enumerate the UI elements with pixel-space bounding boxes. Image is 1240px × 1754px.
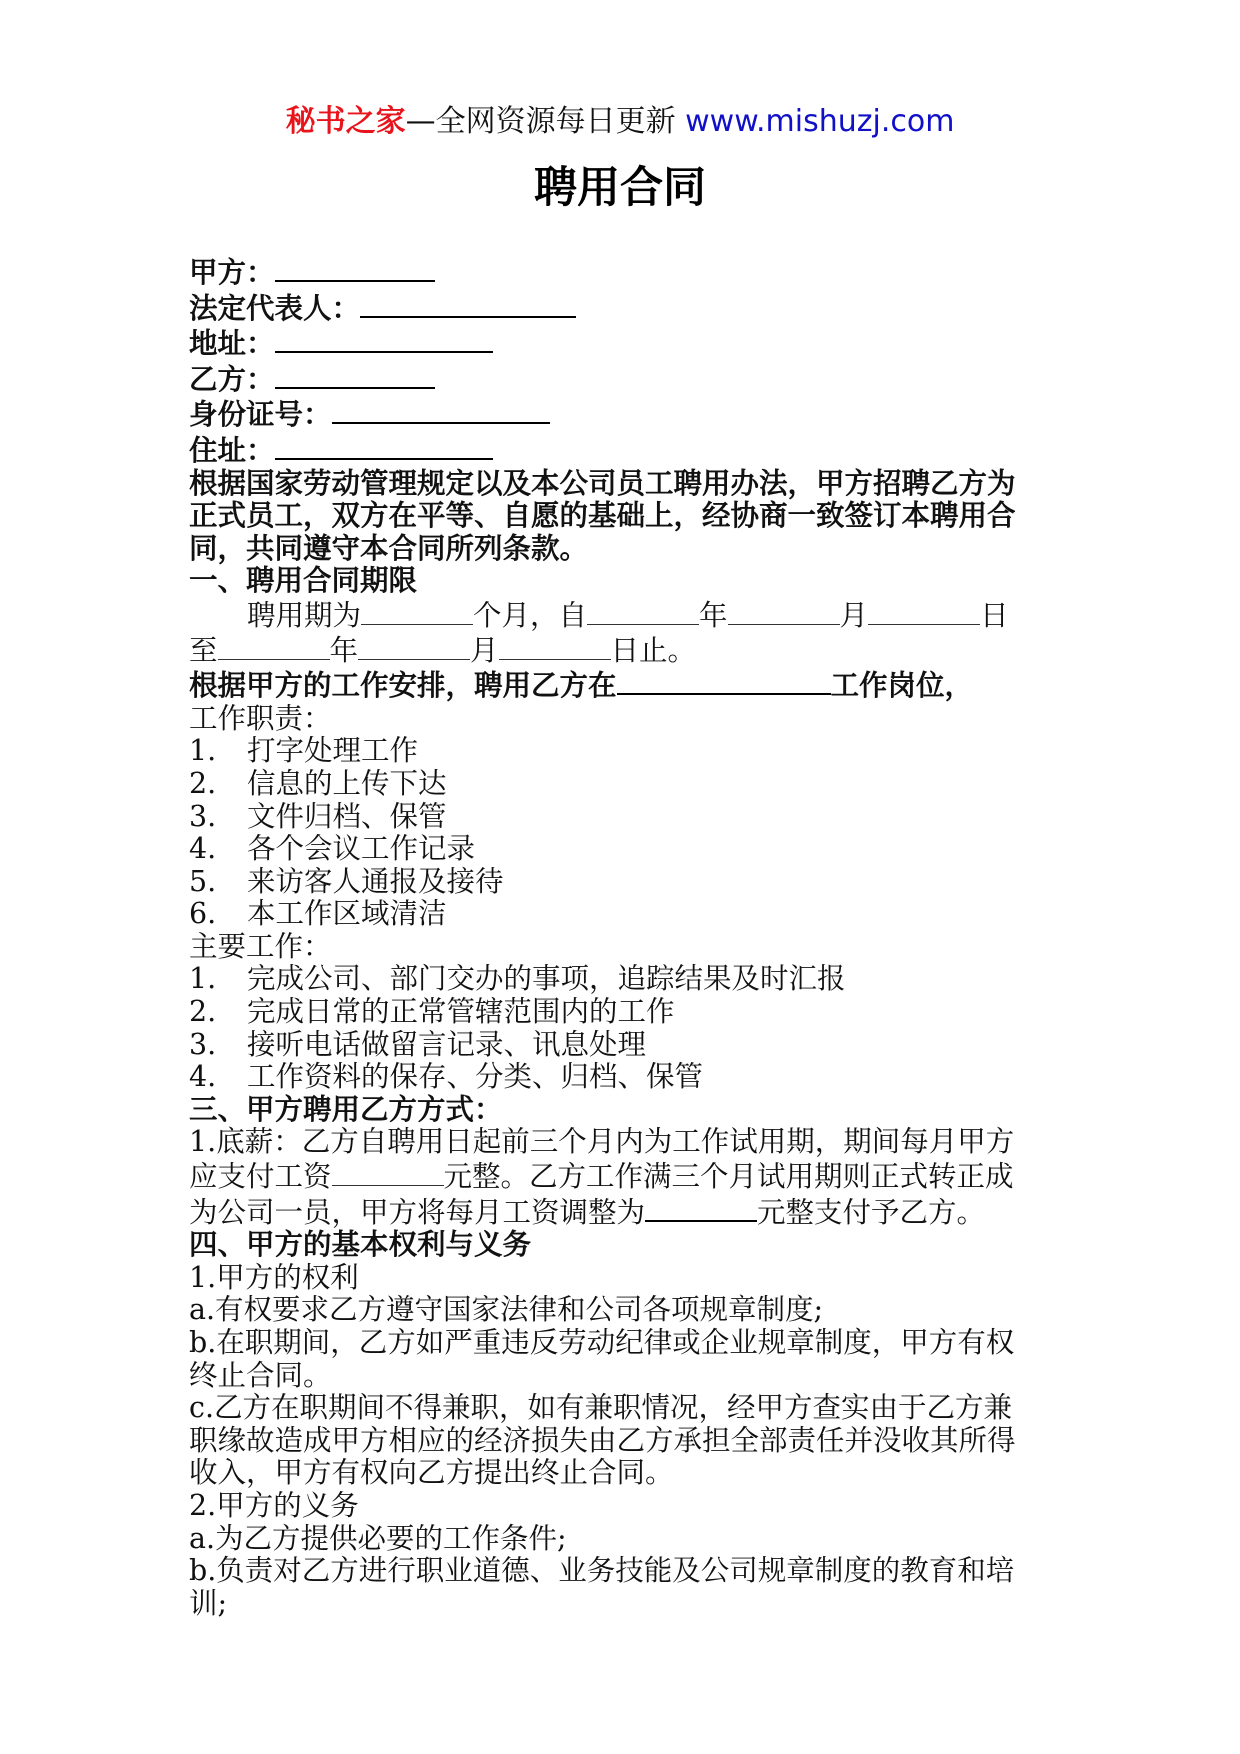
section-4-heading: 四、甲方的基本权利与义务 (189, 1228, 532, 1262)
term-text: 个月，自 (473, 598, 588, 632)
rights-line: 终止合同。 (189, 1358, 332, 1392)
term-text: 聘用期为 (247, 598, 362, 632)
term-line-1 (189, 598, 1041, 633)
list-item-text: 各个会议工作记录 (247, 832, 476, 866)
list-item (189, 735, 1041, 768)
list-item-number: 1. (189, 734, 217, 768)
party-a-label: 甲方： (189, 256, 275, 289)
id-number-blank (332, 396, 550, 424)
term-text: 月 (839, 598, 869, 632)
obligations-line: 训; (189, 1586, 228, 1620)
brand-slogan: —全网资源每日更新 (405, 104, 676, 139)
term-text: 月 (470, 633, 499, 667)
salary-text: 应支付工资 (189, 1160, 332, 1194)
list-item-number: 3. (189, 799, 217, 833)
list-item (189, 768, 1041, 801)
party-a-line (189, 254, 1041, 290)
list-item (189, 996, 1041, 1029)
party-a-blank (275, 254, 435, 282)
end-day-blank (499, 633, 611, 660)
list-item-number: 2. (189, 995, 217, 1029)
list-item-text: 工作资料的保存、分类、归档、保管 (247, 1060, 704, 1094)
section-3-heading: 三、甲方聘用乙方方式： (189, 1092, 503, 1126)
address-blank (275, 325, 493, 353)
list-item (189, 963, 1041, 996)
list-item-number: 4. (189, 1060, 217, 1094)
list-item (189, 898, 1041, 931)
list-item-number: 4. (189, 832, 217, 866)
salary-line-1: 1.底薪：乙方自聘用日起前三个月内为工作试用期，期间每月甲方 (189, 1125, 1015, 1159)
site-url[interactable]: www.mishuzj.com (685, 104, 955, 139)
list-item-text: 完成公司、部门交办的事项，追踪结果及时汇报 (247, 962, 846, 996)
rights-line: 收入，甲方有权向乙方提出终止合同。 (189, 1456, 674, 1490)
list-item-text: 完成日常的正常管辖范围内的工作 (247, 995, 675, 1029)
preamble-line: 同，共同遵守本合同所列条款。 (189, 531, 589, 565)
start-day-blank (868, 598, 980, 625)
list-item-text: 信息的上传下达 (247, 766, 447, 800)
address-label: 地址： (189, 327, 275, 361)
term-text: 年 (329, 633, 359, 667)
list-item-number: 2. (189, 766, 217, 800)
main-work-label: 主要工作： (189, 929, 332, 963)
party-b-line (189, 361, 1041, 397)
contract-body (189, 254, 1041, 1620)
list-item (189, 1029, 1041, 1062)
start-month-blank (728, 598, 840, 625)
start-year-blank (587, 598, 699, 625)
trial-salary-blank (332, 1159, 444, 1186)
party-b-blank (275, 361, 435, 389)
rights-line: c.乙方在职期间不得兼职，如有兼职情况，经甲方查实由于乙方兼 (189, 1391, 1013, 1425)
legal-rep-blank (360, 290, 576, 318)
post-blank (617, 667, 831, 695)
list-item-text: 文件归档、保管 (247, 799, 447, 833)
term-text: 至 (189, 633, 218, 667)
party-b-label: 乙方： (189, 362, 275, 396)
list-item (189, 801, 1041, 834)
residence-line (189, 432, 1041, 468)
rights-line: b.在职期间，乙方如严重违反劳动纪律或企业规章制度，甲方有权 (189, 1326, 1015, 1359)
list-item-text: 本工作区域清洁 (247, 897, 447, 931)
preamble-line: 正式员工，双方在平等、自愿的基础上，经协商一致签订本聘用合 (189, 499, 1016, 533)
end-year-blank (218, 633, 330, 660)
list-item-text: 来访客人通报及接待 (247, 864, 504, 898)
salary-line-3 (189, 1194, 1041, 1230)
salary-line-2 (189, 1159, 1041, 1194)
duties-list (189, 735, 1041, 931)
brand-name: 秘书之家 (285, 104, 406, 139)
rights-label: 1.甲方的权利 (189, 1260, 359, 1294)
post-text: 根据甲方的工作安排，聘用乙方在 (189, 669, 617, 703)
list-item-number: 1. (189, 962, 217, 996)
list-item (189, 1061, 1041, 1094)
list-item-number: 5. (189, 864, 217, 898)
legal-rep-label: 法定代表人： (189, 291, 361, 325)
end-month-blank (358, 633, 470, 660)
salary-text: 为公司一员，甲方将每月工资调整为 (189, 1195, 646, 1229)
regular-salary-blank (645, 1194, 757, 1222)
legal-rep-line (189, 290, 1041, 326)
obligations-line: b.负责对乙方进行职业道德、业务技能及公司规章制度的教育和培 (189, 1554, 1015, 1588)
residence-label: 住址： (189, 433, 275, 467)
term-months-blank (361, 598, 473, 625)
section-1-heading: 一、聘用合同期限 (189, 564, 418, 598)
list-item (189, 833, 1041, 866)
term-text: 年 (699, 598, 728, 632)
list-item-text: 接听电话做留言记录、讯息处理 (247, 1027, 647, 1061)
obligations-line: a.为乙方提供必要的工作条件; (189, 1521, 567, 1555)
address-line (189, 325, 1041, 361)
rights-line: a.有权要求乙方遵守国家法律和公司各项规章制度; (189, 1293, 824, 1327)
salary-text: 元整。乙方工作满三个月试用期则正式转正成 (443, 1160, 1014, 1194)
post-text: 工作岗位， (830, 669, 974, 703)
preamble-line: 根据国家劳动管理规定以及本公司员工聘用办法，甲方招聘乙方为 (189, 466, 1016, 500)
list-item-number: 3. (189, 1027, 217, 1061)
salary-text: 元整支付予乙方。 (757, 1195, 986, 1229)
list-item-text: 打字处理工作 (247, 734, 419, 768)
id-number-line (189, 396, 1041, 432)
duties-label: 工作职责： (189, 701, 332, 735)
term-text: 日 (980, 598, 1009, 632)
residence-blank (275, 432, 493, 460)
post-line (189, 667, 1041, 703)
list-item-number: 6. (189, 897, 217, 931)
term-text: 日止。 (610, 633, 697, 667)
rights-line: 职缘故造成甲方相应的经济损失由乙方承担全部责任并没收其所得 (189, 1423, 1016, 1457)
site-header (0, 102, 1240, 142)
term-line-2 (189, 633, 1041, 668)
id-number-label: 身份证号： (189, 398, 332, 432)
list-item (189, 866, 1041, 899)
main-work-list (189, 963, 1041, 1093)
obligations-label: 2.甲方的义务 (189, 1488, 359, 1522)
document-title: 聘用合同 (534, 163, 706, 213)
